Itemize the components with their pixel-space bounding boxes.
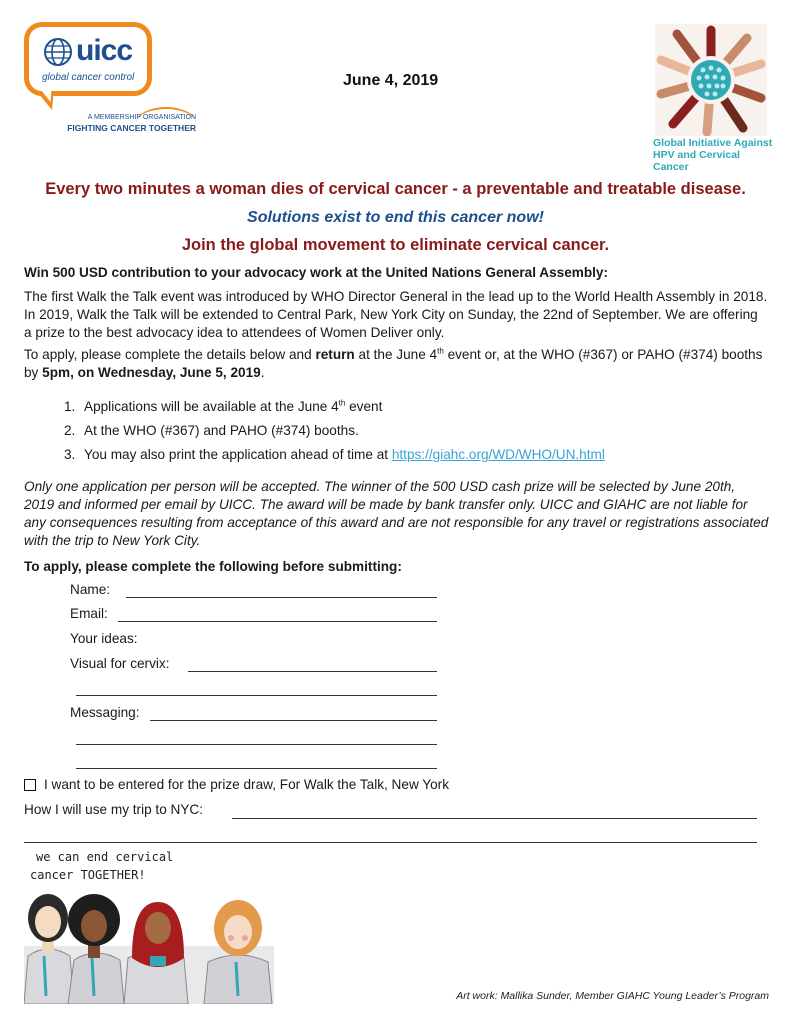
visual-field[interactable] — [188, 671, 437, 672]
apply-text-1: To apply, please complete the details below and — [24, 347, 316, 362]
headline-join-movement: Join the global movement to eliminate cervical cancer. — [181, 236, 610, 254]
visual-field-line2[interactable] — [76, 695, 437, 696]
step-text: Applications will be available at the June 4 — [84, 399, 339, 414]
step-text-after: event — [345, 399, 383, 414]
uicc-tagline: global cancer control — [42, 72, 135, 83]
messaging-field[interactable] — [150, 720, 437, 721]
list-item — [64, 398, 382, 416]
document-date: June 4, 2019 — [343, 72, 439, 89]
uicc-name: uicc — [76, 34, 133, 67]
name-field[interactable] — [126, 597, 437, 598]
trip-field-line2[interactable] — [24, 842, 757, 843]
apply-text-4: . — [260, 365, 265, 380]
name-label: Name: — [70, 582, 111, 597]
trip-label: How I will use my trip to NYC: — [24, 802, 204, 817]
apply-paragraph — [24, 346, 769, 382]
step-text: You may also print the application ahead of time at — [84, 447, 392, 462]
messaging-field-line3[interactable] — [76, 768, 437, 769]
art-caption-line1: we can end cervical — [36, 850, 174, 864]
list-item — [64, 446, 605, 464]
giahc-label — [653, 137, 773, 173]
disclaimer-paragraph: Only one application per person will be accepted. The winner of the 500 USD cash prize will be selected by June 20th, 2019 and informed per email by UICC. The award will be made by bank transfer only. UICC and GIAHC are not liable for any consequences resulting from acceptance of this award and are not responsible for any travel or registrations associated with the trip to New York City. — [24, 479, 769, 548]
art-caption-line2: cancer TOGETHER! — [30, 868, 146, 882]
apply-text-3: event or, at the WHO (#367) or PAHO (#374) booths by — [24, 347, 763, 380]
application-link[interactable]: https://giahc.org/WD/WHO/UN.html — [391, 447, 605, 462]
messaging-label: Messaging: — [70, 705, 140, 720]
uicc-member-text: A MEMBERSHIP ORGANISATION — [87, 114, 196, 121]
uicc-slogan: FIGHTING CANCER TOGETHER — [67, 123, 196, 133]
giahc-label-line1: Global Initiative Against — [653, 137, 773, 149]
prize-draw-checkbox[interactable] — [24, 779, 36, 791]
win-heading: Win 500 USD contribution to your advocacy work at the United Nations General Assembly: — [24, 265, 609, 280]
intro-paragraph: The first Walk the Talk event was introduced by WHO Director General in the lead up to the World Health Assembly in 2018. In 2019, Walk the Talk will be extended to Central Park, New York City on Sunday, the 22nd of September. We are offering a prize to the best advocacy idea to attendees of Women Deliver only. — [24, 289, 768, 340]
headline-cervical-cancer: Every two minutes a woman dies of cervical cancer - a preventable and treatable disease. — [45, 180, 746, 198]
apply-return-bold: return — [315, 347, 355, 362]
step-sup: th — [338, 398, 346, 408]
step-number: 1. — [64, 399, 76, 414]
messaging-field-line2[interactable] — [76, 744, 437, 745]
visual-label: Visual for cervix: — [70, 656, 170, 671]
giahc-label-line2: HPV and Cervical Cancer — [653, 149, 740, 173]
step-text: At the WHO (#367) and PAHO (#374) booths. — [84, 423, 359, 438]
trip-field[interactable] — [232, 818, 757, 819]
email-label: Email: — [70, 606, 108, 621]
list-item — [64, 422, 359, 440]
apply-text-2: at the June 4 — [354, 347, 438, 362]
headline-solutions: Solutions exist to end this cancer now! — [247, 209, 544, 226]
artwork-credit: Art work: Mallika Sunder, Member GIAHC Young Leader’s Program — [456, 990, 769, 1002]
globe-icon — [42, 36, 74, 68]
step-number: 2. — [64, 423, 76, 438]
step-number: 3. — [64, 447, 76, 462]
email-field[interactable] — [118, 621, 437, 622]
prize-draw-label: I want to be entered for the prize draw, For Walk the Talk, New York — [44, 777, 449, 792]
apply-sup: th — [437, 346, 444, 356]
form-heading: To apply, please complete the following before submitting: — [24, 559, 402, 574]
uicc-logo — [24, 22, 199, 140]
giahc-hands-globe-logo — [655, 24, 767, 136]
ideas-label: Your ideas: — [70, 631, 138, 646]
apply-deadline-bold: 5pm, on Wednesday, June 5, 2019 — [42, 365, 261, 380]
